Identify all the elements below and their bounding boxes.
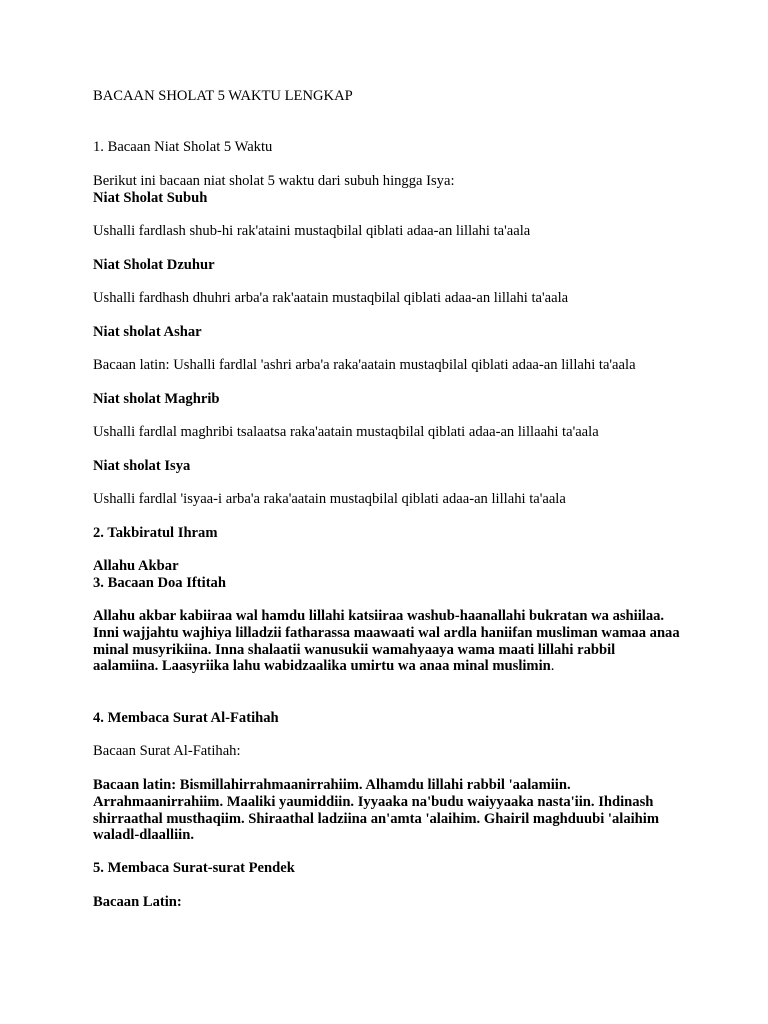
section-4-intro: Bacaan Surat Al-Fatihah:	[93, 743, 241, 759]
niat-maghrib-heading: Niat sholat Maghrib	[93, 391, 220, 407]
niat-dzuhur-heading: Niat Sholat Dzuhur	[93, 257, 215, 273]
niat-subuh-heading: Niat Sholat Subuh	[93, 190, 208, 206]
section-3-heading: 3. Bacaan Doa Iftitah	[93, 575, 226, 591]
niat-maghrib-text: Ushalli fardlal maghribi tsalaatsa raka'aatain mustaqbilal qiblati adaa-an lillaahi ta'aala	[93, 424, 599, 440]
niat-isya-heading: Niat sholat Isya	[93, 458, 191, 474]
al-fatihah-text: Bacaan latin: Bismillahirrahmaanirrahiim. Alhamdu lillahi rabbil 'aalamiin. Arrahmaanirrahiim. Maaliki yaumiddiin. Iyyaaka na'budu waiyyaaka nasta'iin. Ihdinash shirraathal musthaqiim. Shiraathal ladziina an'amta 'alaihim. Ghairil maghduubi 'alaihim waladl-dlaalliin.	[93, 777, 660, 844]
section-1-intro: Berikut ini bacaan niat sholat 5 waktu dari subuh hingga Isya:	[93, 173, 455, 189]
niat-ashar-text: Bacaan latin: Ushalli fardlal 'ashri arba'a raka'aatain mustaqbilal qiblati adaa-an lillahi ta'aala	[93, 357, 636, 373]
takbiratul-ihram-text: Allahu Akbar	[93, 558, 179, 574]
niat-dzuhur-text: Ushalli fardhash dhuhri arba'a rak'aatain mustaqbilal qiblati adaa-an lillahi ta'aala	[93, 290, 569, 306]
section-1-heading: 1. Bacaan Niat Sholat 5 Waktu	[93, 139, 273, 155]
doa-iftitah-text	[93, 608, 683, 675]
niat-subuh-text: Ushalli fardlash shub-hi rak'ataini mustaqbilal qiblati adaa-an lillahi ta'aala	[93, 223, 531, 239]
niat-ashar-heading: Niat sholat Ashar	[93, 324, 202, 340]
section-4-heading: 4. Membaca Surat Al-Fatihah	[93, 710, 279, 726]
doa-iftitah-body: Allahu akbar kabiiraa wal hamdu lillahi katsiiraa washub-haanallahi bukratan wa ashiilaa. Inni wajjahtu wajhiya lilladzii fatharassa maawaati wal ardla haniifan musliman wamaa anaa minal musyrikiina. Inna shalaatii wanusukii wamahyaaya wama maati lillahi rabbil aalamiina. Laasyriika lahu wabidzaalika umirtu wa anaa minal muslimin	[93, 608, 680, 675]
document-title: BACAAN SHOLAT 5 WAKTU LENGKAP	[93, 88, 353, 104]
niat-isya-text: Ushalli fardlal 'isyaa-i arba'a raka'aatain mustaqbilal qiblati adaa-an lillahi ta'aala	[93, 491, 566, 507]
section-5-label: Bacaan Latin:	[93, 894, 182, 910]
section-2-heading: 2. Takbiratul Ihram	[93, 525, 218, 541]
section-5-heading: 5. Membaca Surat-surat Pendek	[93, 860, 295, 876]
doa-iftitah-trailing: .	[550, 658, 555, 675]
